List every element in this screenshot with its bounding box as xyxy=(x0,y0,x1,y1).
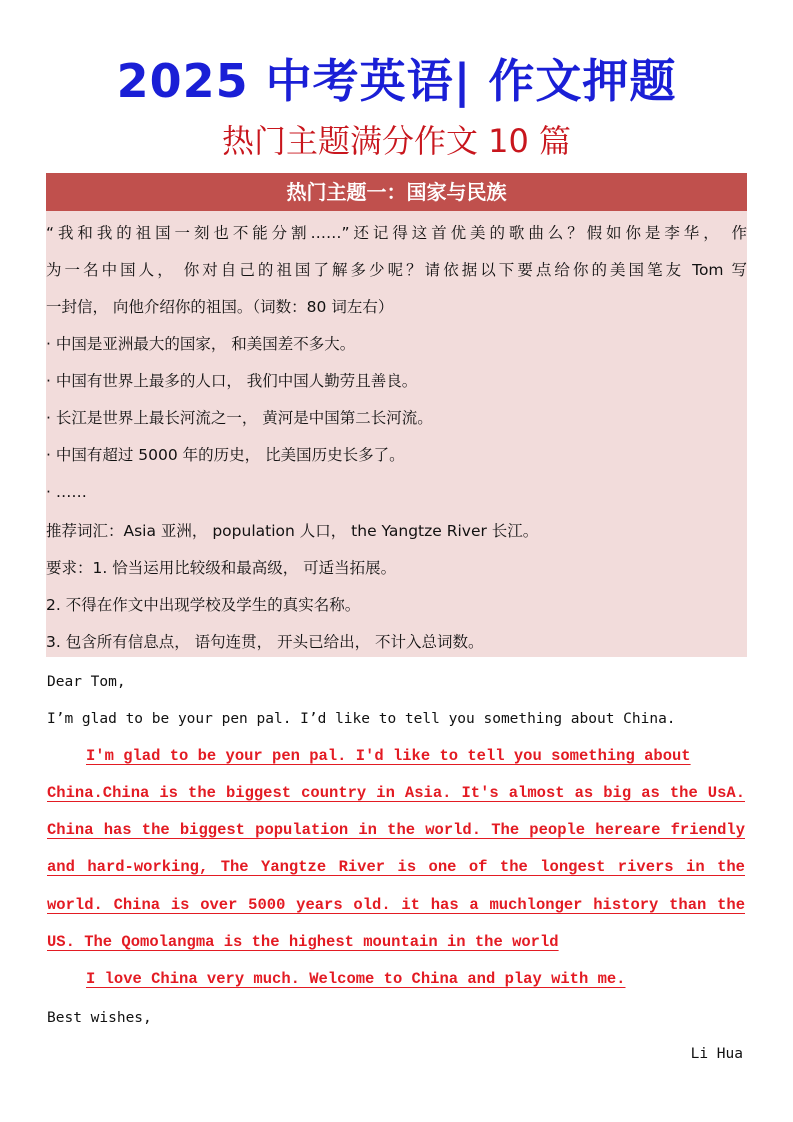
letter-signoff: Best wishes, xyxy=(47,1010,152,1026)
essay-line-6: US. The Qomolangma is the highest mountain in the world xyxy=(47,933,559,951)
letter-opening: I’m glad to be your pen pal. I’d like to tell you something about China. xyxy=(47,711,676,727)
page-subtitle: 热门主题满分作文 10 篇 xyxy=(221,122,572,160)
requirement-1: 要求：1. 恰当运用比较级和最高级， 可适当拓展。 xyxy=(46,559,397,577)
prompt-line-3: 一封信， 向他介绍你的祖国。（词数：80 词左右） xyxy=(46,298,394,316)
vocab-line: 推荐词汇：Asia 亚洲， population 人口， the Yangtze River 长江。 xyxy=(46,522,539,540)
section-banner: 热门主题一：国家与民族 xyxy=(46,173,747,211)
requirement-3: 3. 包含所有信息点， 语句连贯， 开头已给出， 不计入总词数。 xyxy=(46,633,484,651)
essay-line-5: world. China is over 5000 years old. it has a muchlonger history than the xyxy=(47,896,745,914)
prompt-line-1: “我和我的祖国一刻也不能分割……”还记得这首优美的歌曲么？假如你是李华， 作 xyxy=(46,224,747,242)
page-title: 2025 中考英语| 作文押题 xyxy=(116,54,677,108)
letter-greeting: Dear Tom, xyxy=(47,674,126,690)
point-3: · 长江是世界上最长河流之一， 黄河是中国第二长河流。 xyxy=(46,409,433,427)
essay-line-3: China has the biggest population in the world. The people hereare friendly xyxy=(47,821,745,839)
requirement-2: 2. 不得在作文中出现学校及学生的真实名称。 xyxy=(46,596,361,614)
essay-line-2: China.China is the biggest country in Asia. It's almost as big as the UsA. xyxy=(47,784,745,802)
essay-line-4: and hard-working, The Yangtze River is one of the longest rivers in the xyxy=(47,858,745,876)
point-5: · …… xyxy=(46,483,87,501)
essay-line-1: I'm glad to be your pen pal. I'd like to tell you something about xyxy=(86,747,691,765)
letter-signature: Li Hua xyxy=(690,1046,743,1062)
essay-closing-line: I love China very much. Welcome to China and play with me. xyxy=(86,970,626,988)
point-1: · 中国是亚洲最大的国家， 和美国差不多大。 xyxy=(46,335,356,353)
point-4: · 中国有超过 5000 年的历史， 比美国历史长多了。 xyxy=(46,446,405,464)
point-2: · 中国有世界上最多的人口， 我们中国人勤劳且善良。 xyxy=(46,372,418,390)
prompt-line-2: 为一名中国人， 你对自己的祖国了解多少呢？请依据以下要点给你的美国笔友 Tom 写 xyxy=(46,261,747,279)
